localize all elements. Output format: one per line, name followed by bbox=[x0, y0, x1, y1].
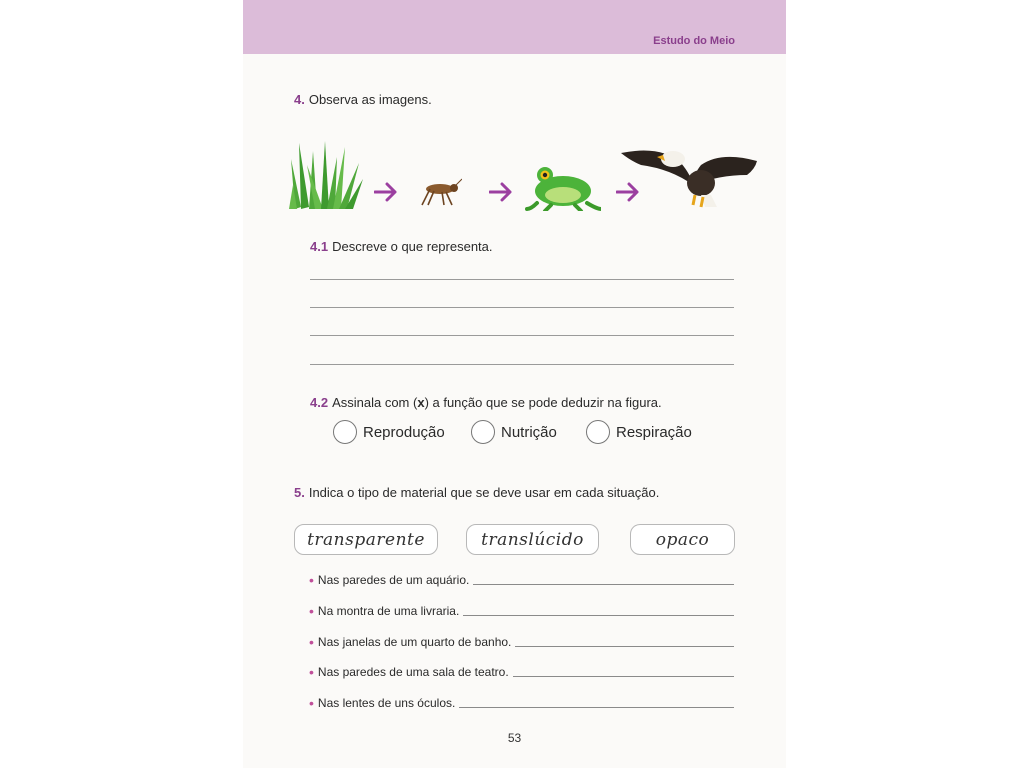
situation-item bbox=[309, 602, 734, 618]
option-label: Reprodução bbox=[363, 423, 445, 441]
answer-line[interactable] bbox=[513, 676, 734, 677]
situation-text: Nas lentes de uns óculos. bbox=[317, 696, 456, 710]
cricket-icon bbox=[418, 177, 462, 207]
subject-title: Estudo do Meio bbox=[653, 35, 735, 47]
question-4-prompt: Observa as imagens. bbox=[308, 92, 432, 107]
question-5-heading bbox=[294, 485, 659, 500]
answer-line[interactable] bbox=[459, 707, 734, 708]
choice-pill-translucido bbox=[466, 524, 599, 555]
eagle-icon bbox=[621, 145, 757, 211]
question-5-prompt: Indica o tipo de material que se deve usar em cada situação. bbox=[308, 485, 660, 500]
question-5-number: 5. bbox=[294, 485, 305, 500]
header-band bbox=[243, 0, 786, 54]
answer-line[interactable] bbox=[473, 584, 734, 585]
checkbox-circle[interactable] bbox=[333, 420, 357, 444]
question-4-heading bbox=[294, 92, 432, 107]
option-respiracao[interactable] bbox=[586, 420, 692, 444]
option-label: Respiração bbox=[616, 423, 692, 441]
question-4-1-number: 4.1 bbox=[310, 239, 329, 254]
question-4-2-number: 4.2 bbox=[310, 395, 329, 410]
situation-text: Nas janelas de um quarto de banho. bbox=[317, 635, 512, 649]
answer-line[interactable] bbox=[310, 307, 734, 308]
situation-text: Nas paredes de um aquário. bbox=[317, 573, 470, 587]
question-4-2-prompt-start: Assinala com ( bbox=[332, 395, 418, 410]
question-4-2-mark: x bbox=[417, 395, 425, 410]
workbook-page bbox=[243, 0, 786, 768]
food-chain-illustration bbox=[243, 125, 786, 225]
answer-line[interactable] bbox=[310, 335, 734, 336]
question-4-2-heading bbox=[310, 395, 662, 410]
bullet-icon: • bbox=[309, 634, 314, 650]
bullet-icon: • bbox=[309, 695, 314, 711]
frog-icon bbox=[525, 163, 601, 211]
bullet-icon: • bbox=[309, 572, 314, 588]
question-4-1-prompt: Descreve o que representa. bbox=[332, 239, 493, 254]
choice-label: translúcido bbox=[481, 529, 584, 550]
question-4-number: 4. bbox=[294, 92, 305, 107]
choice-pill-transparente bbox=[294, 524, 438, 555]
checkbox-circle[interactable] bbox=[586, 420, 610, 444]
question-4-1-heading bbox=[310, 239, 493, 254]
checkbox-circle[interactable] bbox=[471, 420, 495, 444]
situation-item bbox=[309, 633, 734, 649]
choice-label: opaco bbox=[655, 529, 710, 550]
option-reproducao[interactable] bbox=[333, 420, 445, 444]
bullet-icon: • bbox=[309, 664, 314, 680]
option-nutricao[interactable] bbox=[471, 420, 557, 444]
answer-line[interactable] bbox=[310, 279, 734, 280]
question-4-2-prompt-end: ) a função que se pode deduzir na figura. bbox=[424, 395, 662, 410]
option-label: Nutrição bbox=[501, 423, 557, 441]
situation-text: Na montra de uma livraria. bbox=[317, 604, 460, 618]
answer-line[interactable] bbox=[515, 646, 734, 647]
arrow-icon bbox=[374, 181, 398, 203]
situation-item bbox=[309, 694, 734, 710]
situation-text: Nas paredes de uma sala de teatro. bbox=[317, 665, 509, 679]
choice-label: transparente bbox=[307, 529, 425, 550]
answer-line[interactable] bbox=[310, 364, 734, 365]
choice-pill-opaco bbox=[630, 524, 735, 555]
bullet-icon: • bbox=[309, 603, 314, 619]
arrow-icon bbox=[489, 181, 513, 203]
grass-icon bbox=[289, 139, 365, 211]
answer-line[interactable] bbox=[463, 615, 734, 616]
situation-item bbox=[309, 663, 734, 679]
situation-item bbox=[309, 571, 734, 587]
page-number: 53 bbox=[507, 731, 522, 745]
